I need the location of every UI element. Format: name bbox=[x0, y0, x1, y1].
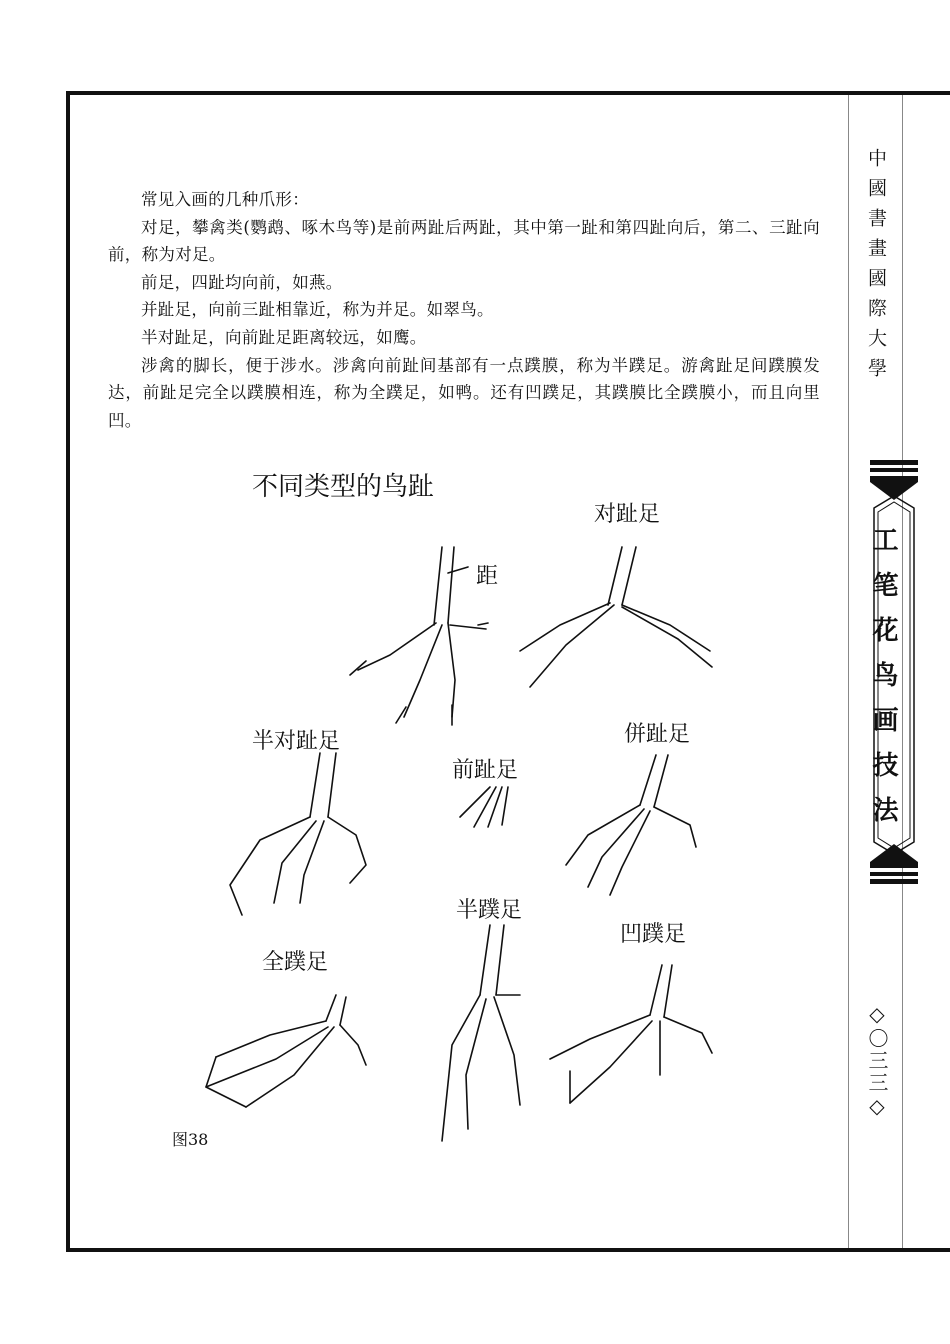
paragraph-pamprodactyl: 前足，四趾均向前，如燕。 bbox=[141, 272, 343, 292]
figure-title: 不同类型的鸟趾 bbox=[252, 472, 435, 502]
margin-rule-left bbox=[848, 95, 849, 1248]
label-syndactyl: 併趾足 bbox=[624, 722, 691, 747]
foot-incised-drawing bbox=[550, 965, 712, 1103]
label-pamprodactyl: 前趾足 bbox=[452, 758, 519, 783]
book-title: 工笔花鸟画技法 bbox=[868, 526, 898, 841]
label-spur: 距 bbox=[476, 564, 499, 589]
label-semi-zygodactyl: 半对趾足 bbox=[252, 729, 341, 754]
series-title: 中國書畫國際大學 bbox=[865, 148, 887, 388]
foot-spur-drawing bbox=[350, 547, 488, 725]
foot-syndactyl-drawing bbox=[566, 755, 696, 895]
body-text bbox=[108, 186, 820, 434]
paragraph-semi-zygodactyl: 半对趾足，向前趾足距离较远，如鹰。 bbox=[141, 327, 427, 347]
foot-zygodactyl-drawing bbox=[520, 547, 712, 687]
foot-pamprodactyl-drawing bbox=[460, 787, 508, 827]
feet-drawing bbox=[190, 455, 750, 1155]
paragraph-zygodactyl: 对足，攀禽类(鹦鹉、啄木鸟等)是前两趾后两趾，其中第一趾和第四趾向后，第二、三趾向前，称为对足。 bbox=[108, 217, 820, 265]
label-semipalmate: 半蹼足 bbox=[456, 898, 523, 923]
label-palmate: 全蹼足 bbox=[262, 950, 329, 975]
page-number: ◇〇三三◇ bbox=[865, 1002, 889, 1120]
paragraph-intro: 常见入画的几种爪形： bbox=[141, 190, 309, 209]
paragraph-syndactyl: 并趾足，向前三趾相靠近，称为并足。如翠鸟。 bbox=[141, 300, 494, 320]
label-incised: 凹蹼足 bbox=[620, 922, 687, 947]
paragraph-webbed: 涉禽的脚长，便于涉水。涉禽向前趾间基部有一点蹼膜，称为半蹼足。游禽趾足间蹼膜发达，前趾足完全以蹼膜相连，称为全蹼足，如鸭。还有凹蹼足，其蹼膜比全蹼膜小，而且向里凹。 bbox=[108, 355, 820, 430]
bird-feet-illustration bbox=[190, 455, 750, 1155]
figure-caption: 图38 bbox=[172, 1130, 209, 1149]
label-zygodactyl: 对趾足 bbox=[594, 502, 661, 527]
foot-semi-zygodactyl-drawing bbox=[230, 753, 366, 915]
foot-semipalmate-drawing bbox=[442, 925, 520, 1141]
foot-palmate-drawing bbox=[206, 995, 366, 1107]
